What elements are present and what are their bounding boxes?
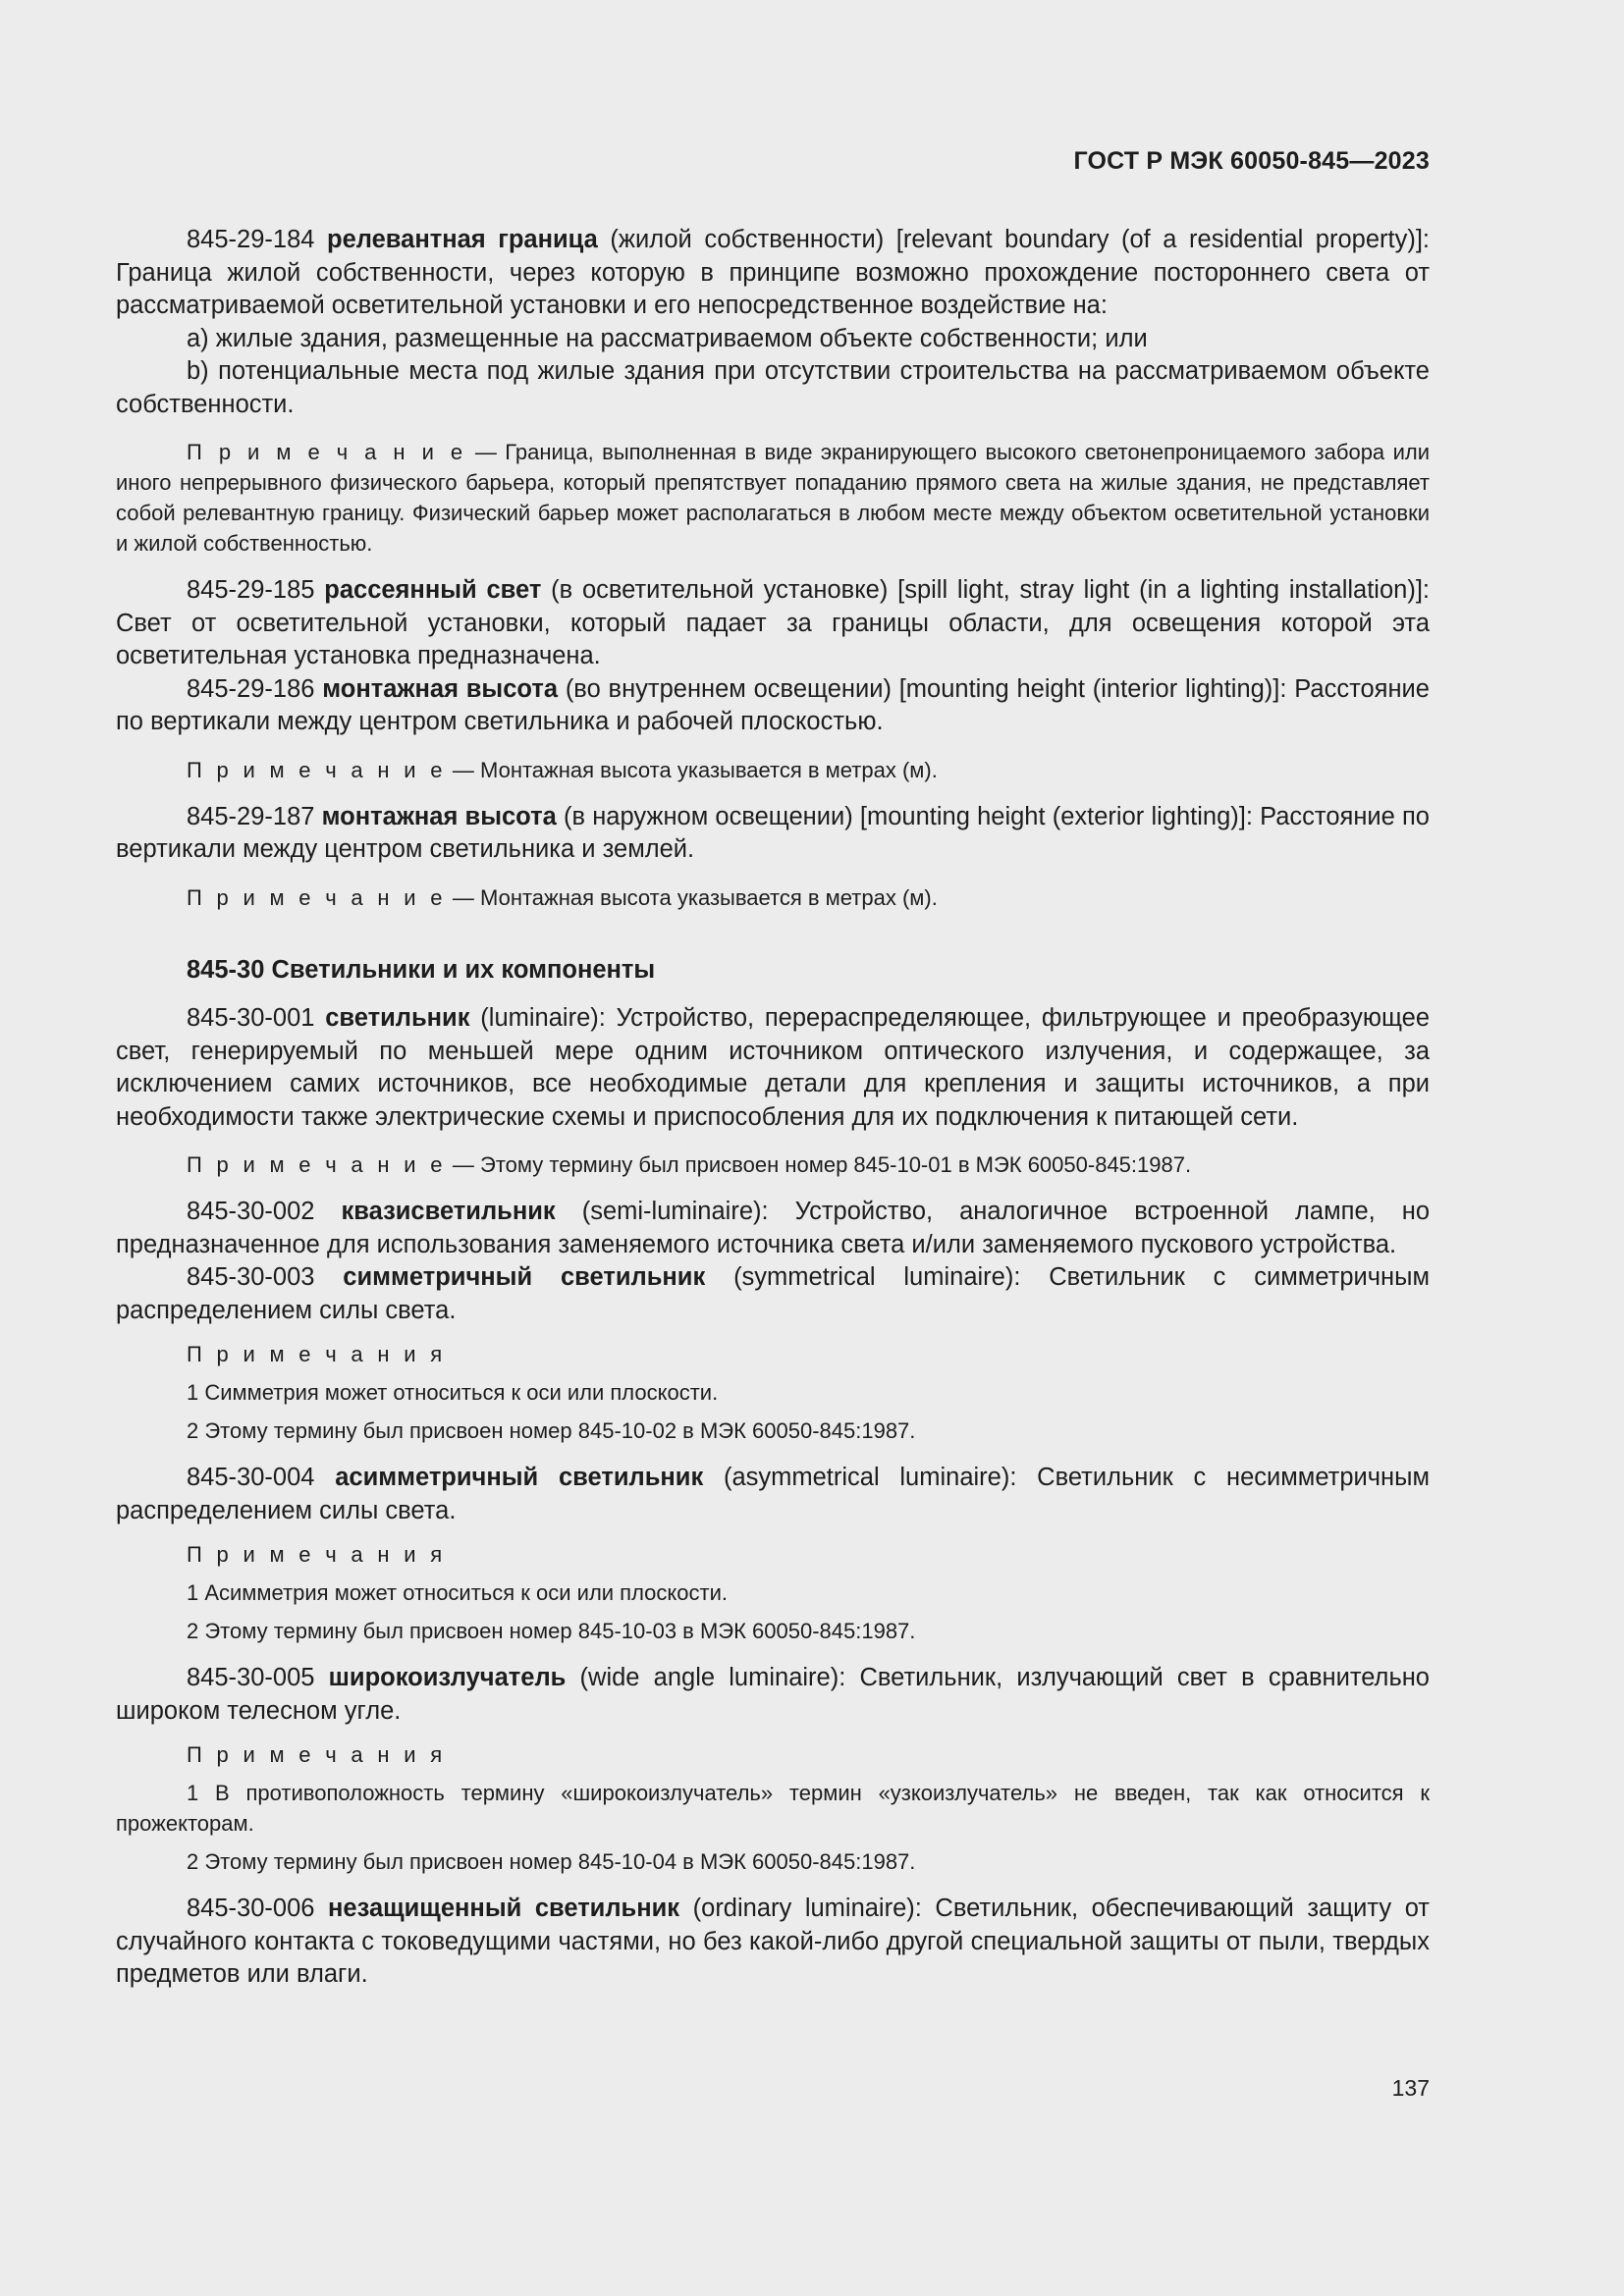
- term-name: монтажная высота: [322, 674, 559, 703]
- term-entry: [116, 1462, 1430, 1527]
- note: [116, 1149, 1430, 1180]
- term-entry: [116, 1002, 1430, 1134]
- term-number: 845-30-005: [187, 1664, 315, 1691]
- term-number: 845-29-186: [187, 674, 315, 703]
- notes-label: П р и м е ч а н и я: [187, 1742, 447, 1767]
- term-definition: (жилой собственности) [relevant boundary (of a residential property)]: Граница жилой собственности, через которую в принципе возможно прохождение постороннего света от рассматриваемой осветительной установки и его непосредственное воздействие на:: [116, 226, 1431, 319]
- term-definition: (asymmetrical luminaire): Светильник с несимметричным распределением силы света.: [116, 1464, 1430, 1524]
- note-label: П р и м е ч а н и е: [187, 440, 467, 464]
- term-entry: [116, 1893, 1430, 1992]
- term-name: монтажная высота: [321, 802, 557, 830]
- section-heading: 845-30 Светильники и их компоненты: [187, 955, 656, 984]
- term-entry: [116, 801, 1430, 867]
- term-entry: [116, 574, 1430, 673]
- term-name: асимметричный светильник: [335, 1464, 704, 1491]
- note: [116, 882, 1430, 913]
- term-entry: [116, 224, 1430, 323]
- note-item: 2 Этому термину был присвоен номер 845-10-03 в МЭК 60050-845:1987.: [187, 1619, 916, 1643]
- note-item: 1 Симметрия может относиться к оси или плоскости.: [187, 1380, 719, 1405]
- term-number: 845-30-002: [187, 1198, 315, 1225]
- term-number: 845-30-004: [187, 1464, 315, 1491]
- note-text: — Монтажная высота указывается в метрах (м).: [452, 884, 938, 910]
- list-item: b) потенциальные места под жилые здания при отсутствии строительства на рассматриваемом объекте собственности.: [116, 357, 1430, 418]
- note-item: 2 Этому термину был присвоен номер 845-10-02 в МЭК 60050-845:1987.: [187, 1418, 916, 1443]
- note-item: 1 Асимметрия может относиться к оси или плоскости.: [187, 1580, 728, 1605]
- term-entry: [116, 1196, 1430, 1261]
- note: [116, 755, 1430, 785]
- term-number: 845-29-184: [187, 226, 315, 253]
- note-label: П р и м е ч а н и е: [187, 757, 447, 782]
- term-definition: (ordinary luminaire): Светильник, обеспечивающий защиту от случайного контакта с токоведущими частями, но без какой-либо другой специальной защиты от пыли, твердых предметов или влаги.: [116, 1895, 1430, 1988]
- note: [116, 437, 1430, 559]
- term-name: незащищенный светильник: [328, 1895, 680, 1922]
- term-entry: [116, 673, 1430, 739]
- term-definition: (во внутреннем освещении) [mounting height (interior lighting)]: Расстояние по вертикали между центром светильника и рабочей плоскостью.: [116, 674, 1430, 735]
- term-definition: (semi-luminaire): Устройство, аналогичное встроенной лампе, но предназначенное для использования заменяемого источника света и/или заменяемого пускового устройства.: [116, 1198, 1430, 1258]
- term-definition: (в наружном освещении) [mounting height (exterior lighting)]: Расстояние по вертикали между центром светильника и землей.: [116, 802, 1430, 863]
- term-definition: (wide angle luminaire): Светильник, излучающий свет в сравнительно широком телесном угле.: [116, 1664, 1430, 1725]
- note-text: — Этому термину был присвоен номер 845-10-01 в МЭК 60050-845:1987.: [452, 1152, 1192, 1177]
- term-definition: (luminaire): Устройство, перераспределяющее, фильтрующее и преобразующее свет, генерируемый по меньшей мере одним источником оптического излучения, и содержащее, за исключением самих источников, все необходимые детали для крепления и защиты источников, а при необходимости также электрические схемы и приспособления для их подключения к питающей сети.: [116, 1004, 1430, 1131]
- note-label: П р и м е ч а н и е: [187, 1152, 447, 1177]
- term-definition: (в осветительной установке) [spill light, stray light (in a lighting installation)]: Свет от осветительной установки, который падает за границы области, для освещения которой эта осветительная установка предназначена.: [116, 576, 1430, 669]
- term-name: симметричный светильник: [343, 1263, 706, 1291]
- term-number: 845-30-001: [187, 1004, 315, 1032]
- document-content: [116, 224, 1430, 1992]
- term-name: квазисветильник: [341, 1198, 556, 1225]
- page-number: 137: [1391, 2075, 1430, 2101]
- term-definition: (symmetrical luminaire): Светильник с симметричным распределением силы света.: [116, 1263, 1430, 1324]
- list-item: a) жилые здания, размещенные на рассматриваемом объекте собственности; или: [187, 324, 1148, 352]
- term-name: релевантная граница: [327, 226, 598, 253]
- term-name: рассеянный свет: [324, 576, 542, 604]
- term-name: светильник: [325, 1004, 470, 1032]
- term-entry: [116, 1261, 1430, 1327]
- term-number: 845-30-006: [187, 1895, 315, 1922]
- term-number: 845-29-185: [187, 576, 315, 604]
- document-header: ГОСТ Р МЭК 60050-845—2023: [1073, 147, 1430, 175]
- notes-label: П р и м е ч а н и я: [187, 1342, 447, 1366]
- term-name: широкоизлучатель: [328, 1664, 567, 1691]
- term-number: 845-29-187: [187, 802, 315, 830]
- term-entry: [116, 1662, 1430, 1728]
- note-item: 2 Этому термину был присвоен номер 845-10-04 в МЭК 60050-845:1987.: [187, 1849, 916, 1874]
- note-text: — Граница, выполненная в виде экранирующего высокого светонепроницаемого забора или иного непрерывного физического барьера, который препятствует попаданию прямого света на жилые здания, не представляет собой релевантную границу. Физический барьер может располагаться в любом месте между объектом осветительной установки и жилой собственностью.: [116, 440, 1430, 556]
- note-text: — Монтажная высота указывается в метрах (м).: [452, 757, 938, 782]
- note-label: П р и м е ч а н и е: [187, 884, 447, 910]
- note-item: 1 В противоположность термину «широкоизлучатель» термин «узкоизлучатель» не введен, так как относится к прожекторам.: [116, 1781, 1430, 1836]
- term-number: 845-30-003: [187, 1263, 315, 1291]
- notes-label: П р и м е ч а н и я: [187, 1542, 447, 1567]
